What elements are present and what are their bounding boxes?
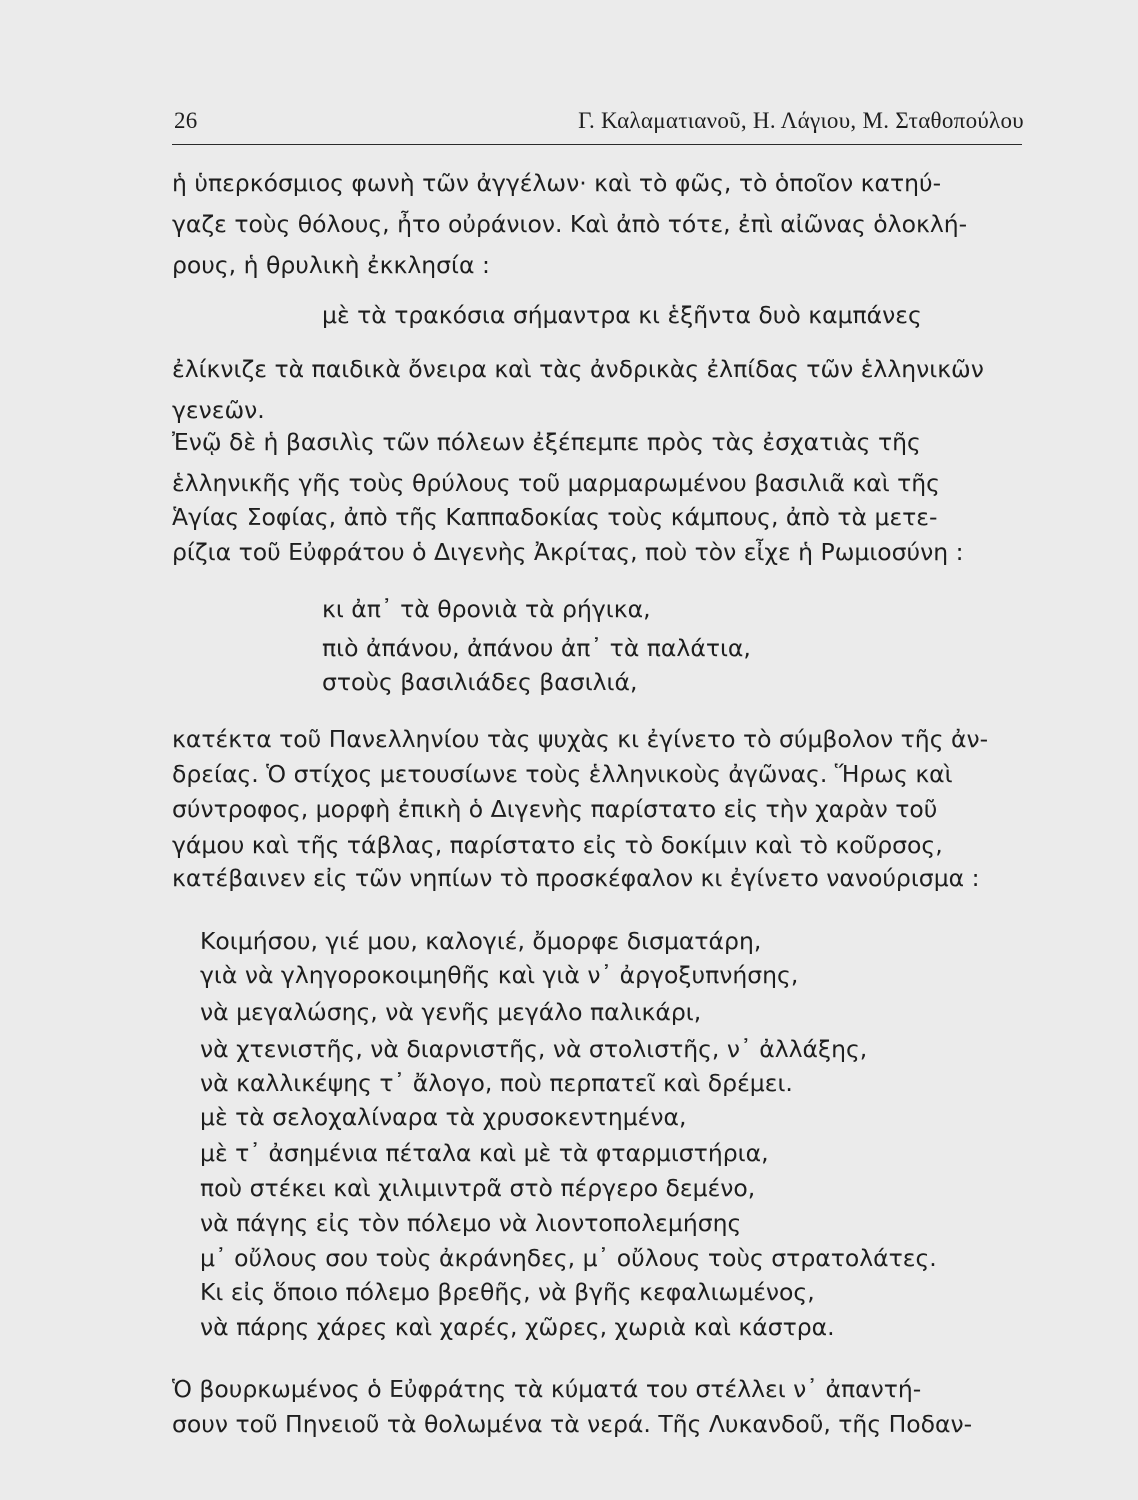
verse-line: πιὸ ἀπάνου, ἀπάνου ἀπ᾽ τὰ παλάτια, [322,634,751,662]
verse-line: νὰ πάγης εἰς τὸν πόλεμο νὰ λιοντοπολεμήσης [200,1209,742,1237]
verse-line: μὲ τὰ σελοχαλίναρα τὰ χρυσοκεντημένα, [200,1103,687,1131]
header-rule [172,144,1022,145]
verse-line: γιὰ νὰ γληγοροκοιμηθῆς καὶ γιὰ ν᾽ ἀργοξυπνήσης, [200,961,799,989]
page-number: 26 [174,108,198,133]
verse-line: νὰ χτενιστῆς, νὰ διαρνιστῆς, νὰ στολιστῆς, ν᾽ ἀλλάξης, [200,1035,868,1063]
text-line: κατέκτα τοῦ Πανελληνίου τὰς ψυχὰς κι ἐγίνετο τὸ σύμβολον τῆς ἀν- [172,725,989,753]
verse-line: νὰ μεγαλώσης, νὰ γενῆς μεγάλο παλικάρι, [200,998,702,1026]
text-line: ρους, ἡ θρυλικὴ ἐκκλησία : [172,251,490,279]
text-line: Ὁ βουρκωμένος ὁ Εὐφράτης τὰ κύματά του στέλλει ν᾽ ἀπαντή- [172,1375,922,1403]
text-line: κατέβαινεν εἰς τῶν νηπίων τὸ προσκέφαλον κι ἐγίνετο νανούρισμα : [172,864,980,892]
verse-line: ποὺ στέκει καὶ χιλιμιντρᾶ στὸ πέργερο δεμένο, [200,1174,756,1202]
text-line: σουν τοῦ Πηνειοῦ τὰ θολωμένα τὰ νερά. Τῆς Λυκανδοῦ, τῆς Ποδαν- [172,1410,973,1438]
verse-line: Κοιμήσου, γιέ μου, καλογιέ, ὄμορφε δισματάρη, [200,927,762,955]
verse-line: κι ἀπ᾽ τὰ θρονιὰ τὰ ρήγικα, [322,595,651,623]
verse-line: στοὺς βασιλιάδες βασιλιά, [322,668,638,696]
verse-line: μ᾽ οὔλους σου τοὺς ἀκράνηδες, μ᾽ οὔλους τοὺς στρατολάτες. [200,1244,937,1272]
text-line: Ἁγίας Σοφίας, ἀπὸ τῆς Καππαδοκίας τοὺς κάμπους, ἀπὸ τὰ μετε- [172,503,938,531]
text-line: δρείας. Ὁ στίχος μετουσίωνε τοὺς ἑλληνικοὺς ἀγῶνας. Ἥρως καὶ [172,760,953,788]
text-line: ρίζια τοῦ Εὐφράτου ὁ Διγενὴς Ἀκρίτας, ποὺ τὸν εἶχε ἡ Ρωμιοσύνη : [172,538,964,566]
text-line: ἑλληνικῆς γῆς τοὺς θρύλους τοῦ μαρμαρωμένου βασιλιᾶ καὶ τῆς [172,469,940,497]
verse-line: νὰ καλλικέψης τ᾽ ἄλογο, ποὺ περπατεῖ καὶ δρέμει. [200,1069,793,1097]
text-line: γαζε τοὺς θόλους, ἦτο οὐράνιον. Καὶ ἀπὸ τότε, ἐπὶ αἰῶνας ὁλοκλή- [172,210,968,238]
text-line: σύντροφος, μορφὴ ἐπικὴ ὁ Διγενὴς παρίστατο εἰς τὴν χαρὰν τοῦ [172,795,938,823]
page-header [172,102,1024,142]
verse-line: Κι εἰς ὅποιο πόλεμο βρεθῆς, νὰ βγῆς κεφαλιωμένος, [200,1278,815,1306]
verse-line: μὲ τὰ τρακόσια σήμαντρα κι ἑξῆντα δυὸ καμπάνες [322,301,922,329]
verse-line: μὲ τ᾽ ἀσημένια πέταλα καὶ μὲ τὰ φταρμιστήρια, [200,1139,769,1167]
text-line: Ἐνῷ δὲ ἡ βασιλὶς τῶν πόλεων ἐξέπεμπε πρὸς τὰς ἐσχατιὰς τῆς [172,428,921,456]
text-line: γάμου καὶ τῆς τάβλας, παρίστατο εἰς τὸ δοκίμιν καὶ τὸ κοῦρσος, [172,831,943,859]
text-line: γενεῶν. [172,396,265,424]
text-line: ἡ ὑπερκόσμιος φωνὴ τῶν ἀγγέλων· καὶ τὸ φῶς, τὸ ὁποῖον κατηύ- [172,169,942,197]
running-title: Γ. Καλαματιανοῦ, Η. Λάγιου, Μ. Σταθοπούλου [578,108,1024,133]
verse-line: νὰ πάρης χάρες καὶ χαρές, χῶρες, χωριὰ καὶ κάστρα. [200,1313,835,1341]
text-line: ἐλίκνιζε τὰ παιδικὰ ὄνειρα καὶ τὰς ἀνδρικὰς ἐλπίδας τῶν ἑλληνικῶν [172,355,984,383]
